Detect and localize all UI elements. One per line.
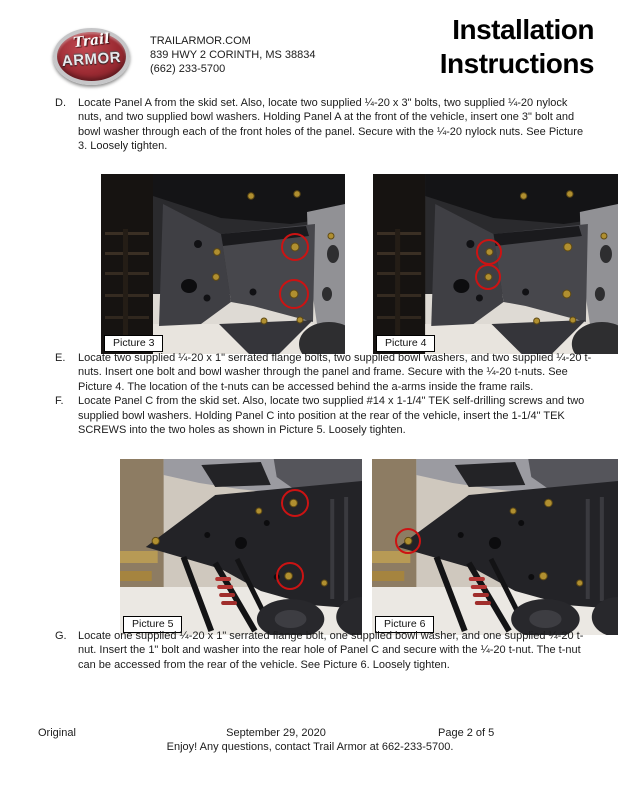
company-contact-block (150, 34, 315, 76)
step-item-g (55, 629, 592, 672)
step-letter: G. (55, 630, 67, 642)
picture-label: Picture 6 (375, 616, 434, 633)
bolt-highlight-circle (279, 279, 309, 309)
step-block-ef (55, 351, 592, 437)
bolt-highlight-circle (476, 239, 502, 265)
footer-page-number: Page 2 of 5 (438, 727, 495, 739)
step-text: Locate two supplied ¼-20 x 1" serrated flange bolts, two supplied bowl washers, and two supplied ¼-20 t-nuts. Insert one bolt and bowl washer through the panel and frame. Secure with the ¼-20 t-nuts. See Picture 4. The location of the t-nuts can be accessed behind the a-arms inside the frame rails. (78, 352, 592, 393)
step-text: Locate Panel C from the skid set. Also, locate two supplied #14 x 1-1/4" TEK self-drilling screws and two supplied bowl washers. Holding Panel C into position at the rear of the vehicle, insert the 1-1/4" TEK SCREWS into the two holes as shown in Picture 5. Loosely tighten. (78, 395, 585, 437)
photo-picture-6 (372, 459, 618, 635)
page-title-line1: Installation (452, 14, 594, 45)
bolt-highlight-circle (276, 562, 304, 590)
bolt-highlight-circle (281, 233, 309, 261)
step-text: Locate Panel A from the skid set. Also, locate two supplied ¼-20 x 3" bolts, two supplied ¼-20 nylock nuts, and two supplied bowl washers. Holding Panel A at the front of the vehicle, insert one 3" bolt and bowl washer through each of the front holes of the panel. Secure with the ¼-20 nylock nuts. See Picture 3. Loosely tighten. (78, 97, 584, 153)
footer-contact-line: Enjoy! Any questions, contact Trail Armor at 662-233-5700. (166, 741, 454, 753)
bolt-highlight-circle (475, 264, 501, 290)
underside-photo-illustration (101, 174, 345, 354)
photo-picture-3 (101, 174, 345, 354)
step-text: Locate one supplied ¼-20 x 1" serrated flange bolt, one supplied bowl washer, and one supplied ¼-20 t-nut. Insert the 1" bolt and washer into the rear hole of Panel C and secure with the ¼-20 t-nut. The t-nut can be accessed from the rear of the vehicle. See Picture 6. Loosely tighten. (78, 630, 584, 671)
picture-label: Picture 5 (123, 616, 182, 633)
footer-date: September 29, 2020 (226, 727, 326, 739)
logo-trail-text: Trail (72, 30, 111, 52)
bolt-highlight-circle (281, 489, 309, 517)
picture-label: Picture 4 (376, 335, 435, 352)
company-address: 839 HWY 2 CORINTH, MS 38834 (150, 49, 316, 61)
step-item-e (55, 351, 592, 394)
step-item-d (55, 96, 592, 154)
side-photo-illustration (120, 459, 362, 635)
step-block-d (55, 96, 592, 154)
photo-picture-5 (120, 459, 362, 635)
company-website: TRAILARMOR.COM (150, 35, 251, 47)
step-letter: E. (55, 352, 66, 364)
step-letter: F. (55, 395, 64, 408)
logo-armor-text: ARMOR (61, 48, 122, 71)
step-letter: D. (55, 97, 66, 109)
step-block-g (55, 629, 592, 672)
footer-version-label: Original (38, 727, 76, 739)
step-item-f (55, 394, 592, 437)
picture-label: Picture 3 (104, 335, 163, 352)
page-title (440, 13, 594, 81)
company-phone: (662) 233-5700 (150, 63, 226, 75)
page-title-line2: Instructions (439, 48, 594, 79)
photo-picture-4 (373, 174, 618, 354)
bolt-highlight-circle (395, 528, 421, 554)
underside-photo-illustration (373, 174, 618, 354)
